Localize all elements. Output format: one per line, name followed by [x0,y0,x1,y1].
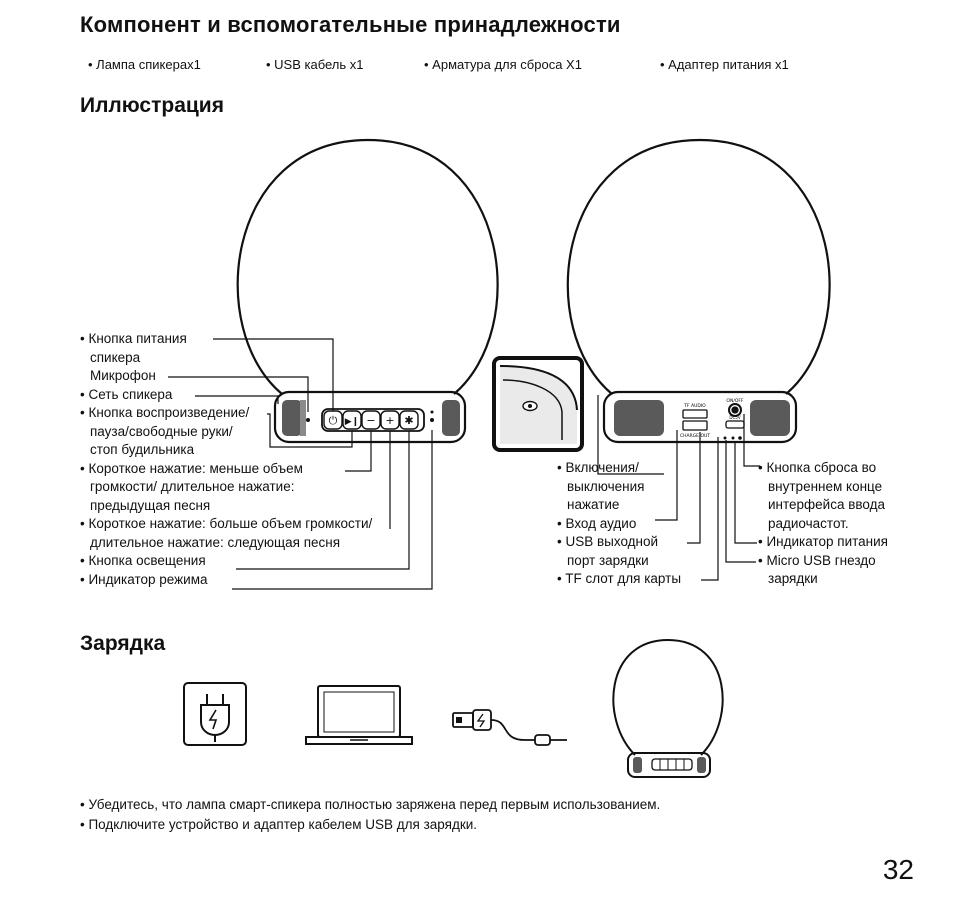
charging-heading: Зарядка [80,632,166,655]
illustration-heading: Иллюстрация [80,94,224,117]
label-power-on-line3: нажатие [567,497,620,512]
label-power-on-line1: • Включения/ [557,460,639,475]
label-micro-usb-line1: • Micro USB гнездо [758,552,876,568]
label-mode: • Индикатор режима [80,571,208,587]
label-audio-in: • Вход аудио [557,515,637,531]
charging-note-1: • Убедитесь, что лампа смарт-спикера полностью заряжена перед первым использованием. [80,797,661,812]
label-reset-line2: внутреннем конце [768,478,883,494]
label-group-right [758,459,888,589]
label-vol-down-line1: • Короткое нажатие: меньше объем [80,460,303,476]
charging-note-2: • Подключите устройство и адаптер кабелем USB для зарядки. [80,817,478,832]
leader-tf [701,437,718,580]
label-play-line1: • Кнопка воспроизведение/ [80,405,250,420]
label-vol-down-line3: предыдущая песня [90,497,211,513]
label-micro-usb-line2: зарядки [768,571,818,586]
label-play-line2: пауза/свободные руки/ [90,423,233,439]
label-reset-line3: интерфейса ввода [768,497,885,512]
svg-text:▶❙: ▶❙ [344,417,360,427]
leader-usb-out [687,432,700,543]
accessory-usb-cable: • USB кабель x1 [266,57,364,72]
label-vol-up-line1: • Короткое нажатие: больше объем громкости/ [80,516,373,531]
svg-text:✱: ✱ [404,414,414,427]
label-microphone: Микрофон [90,368,156,383]
page-number: 32 [882,854,914,885]
label-power-button-line1: • Кнопка питания [80,331,187,346]
reset-inset-detail [494,358,582,450]
accessory-power-adapter: • Адаптер питания x1 [660,57,789,72]
tf-audio-marking: TF AUDIO [684,404,706,409]
label-power-button-line2: спикера [90,349,141,365]
label-play-line3: стоп будильника [90,442,195,457]
label-power-indicator: • Индикатор питания [758,534,888,549]
on-off-marking: ON/OFF [726,399,744,404]
leader-micro-usb [726,440,756,562]
svg-text:+: + [385,414,395,427]
label-group-ports [557,459,681,589]
svg-text:−: − [366,414,376,427]
back-speaker-globe [568,140,830,394]
label-tf-slot: • TF слот для карты [557,571,682,586]
label-vol-up-line2: длительное нажатие: следующая песня [90,534,341,550]
label-power-on-line2: выключения [567,478,645,494]
accessory-reset-pin: • Арматура для сброса X1 [424,57,582,72]
label-vol-down-line2: громкости/ длительное нажатие: [90,479,295,494]
dc5v-marking: DC5V [729,415,741,420]
label-usb-out-line2: порт зарядки [567,552,649,568]
label-network: • Сеть спикера [80,386,173,402]
label-reset-line4: радиочастот. [768,515,849,531]
label-power-button [80,330,372,589]
components-heading: Компонент и вспомогательные принадлежности [80,12,621,37]
label-light: • Кнопка освещения [80,553,206,568]
accessory-lamp: • Лампа спикерах1 [88,57,201,72]
charge-out-marking: CHARGE OUT [679,434,711,439]
label-usb-out-line1: • USB выходной [557,534,659,549]
label-reset-line1: • Кнопка сброса во [758,460,877,475]
leader-power-ind [735,441,757,543]
svg-text:⏻: ⏻ [328,414,338,427]
